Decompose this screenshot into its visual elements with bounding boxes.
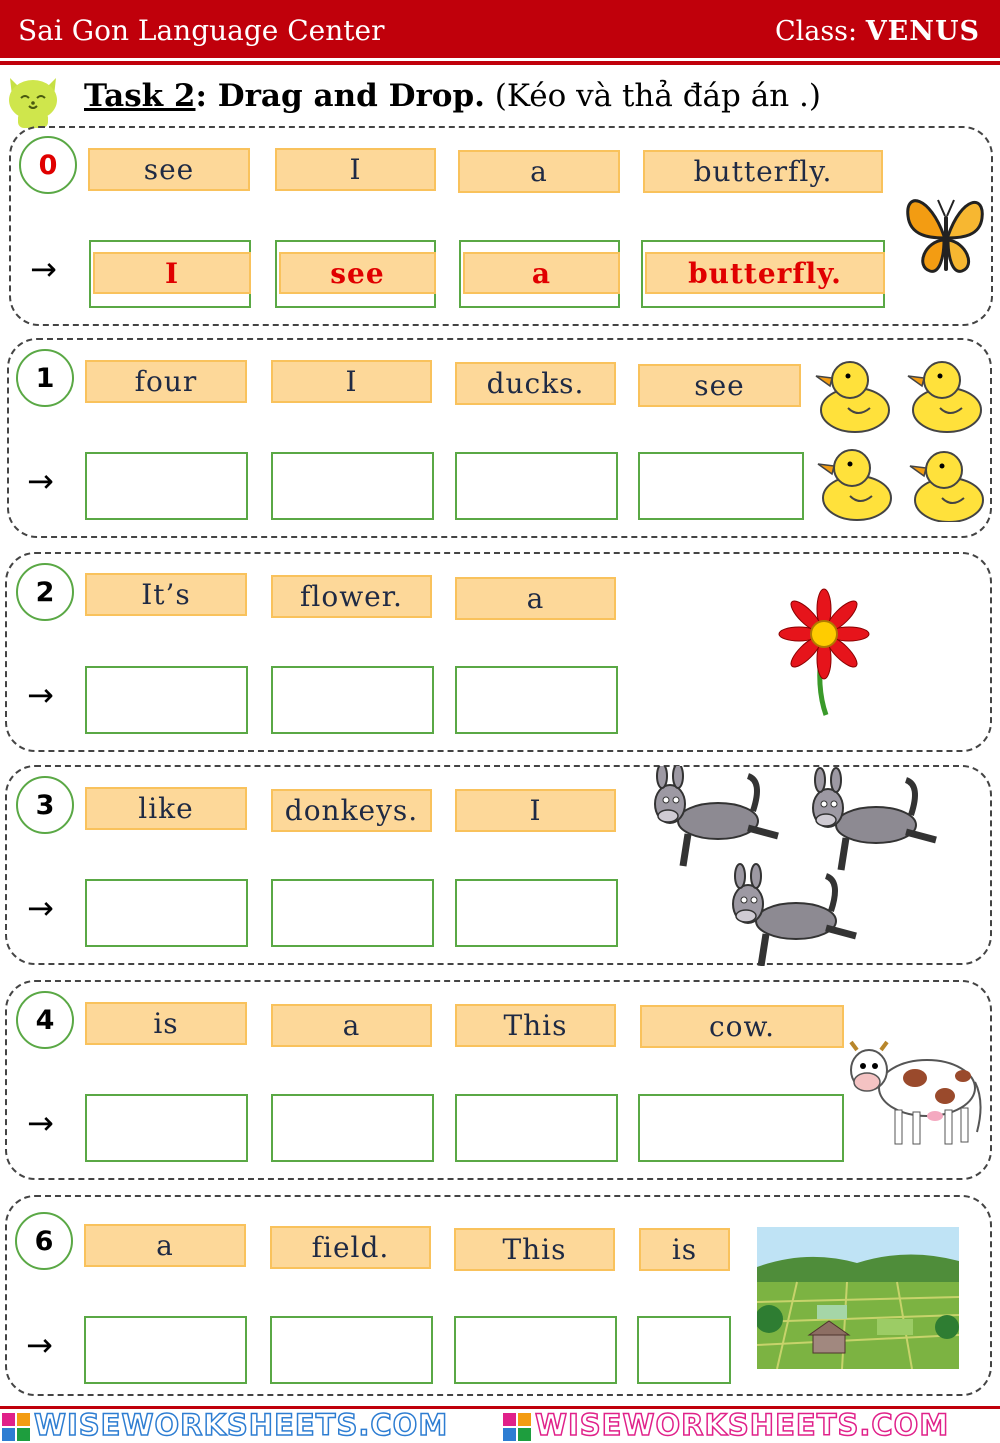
section-number: 0 <box>19 136 77 194</box>
answer-slot[interactable] <box>459 240 620 308</box>
arrow-icon: → <box>30 250 57 288</box>
word-tile[interactable]: a <box>84 1224 246 1267</box>
word-tile[interactable]: I <box>455 789 616 832</box>
answer-slot[interactable] <box>84 1316 247 1384</box>
answer-slot[interactable] <box>275 240 436 308</box>
word-tile[interactable]: see <box>638 364 801 407</box>
butterfly-picture <box>900 186 990 286</box>
answer-slot[interactable] <box>455 1094 618 1162</box>
word-tile[interactable]: butterfly. <box>643 150 883 193</box>
word-tile[interactable]: is <box>85 1002 247 1045</box>
answer-slot[interactable] <box>271 1094 434 1162</box>
class-prefix: Class: <box>774 16 866 47</box>
header-divider <box>0 61 1000 65</box>
center-name: Sai Gon Language Center <box>18 14 385 47</box>
answer-slot[interactable] <box>638 452 804 520</box>
answer-slot[interactable] <box>85 452 248 520</box>
answer-slot[interactable] <box>271 879 434 947</box>
arrow-icon: → <box>27 676 54 714</box>
answer-slot[interactable] <box>638 1094 844 1162</box>
word-tile[interactable]: a <box>458 150 620 193</box>
section-number: 6 <box>15 1212 73 1270</box>
section-number: 3 <box>16 776 74 834</box>
answer-slot[interactable] <box>271 666 434 734</box>
watermark <box>2 1408 448 1442</box>
arrow-icon: → <box>27 462 54 500</box>
answer-slot[interactable] <box>85 879 248 947</box>
ducks-picture <box>810 352 990 522</box>
word-tile[interactable]: like <box>85 787 247 830</box>
watermark <box>503 1408 949 1442</box>
word-tile[interactable]: donkeys. <box>271 789 432 832</box>
answer-tile[interactable]: a <box>463 252 620 294</box>
word-tile[interactable]: a <box>455 577 616 620</box>
flower-picture <box>764 586 884 718</box>
cow-picture <box>845 1036 985 1151</box>
header-bar <box>0 0 1000 58</box>
watermark-text: WISEWORKSHEETS.COM <box>535 1408 950 1442</box>
arrow-icon: → <box>26 1326 53 1364</box>
worksheets-logo-icon <box>2 1413 30 1441</box>
answer-slot[interactable] <box>89 240 251 308</box>
word-tile[interactable]: I <box>271 360 432 403</box>
answer-slot[interactable] <box>271 452 434 520</box>
word-tile[interactable]: four <box>85 360 247 403</box>
word-tile[interactable]: field. <box>270 1226 431 1269</box>
word-tile[interactable]: I <box>275 148 436 191</box>
answer-slot[interactable] <box>637 1316 731 1384</box>
answer-tile[interactable]: I <box>93 252 251 294</box>
task-instruction: (Kéo và thả đáp án .) <box>484 78 821 114</box>
donkeys-picture <box>648 766 958 966</box>
answer-slot[interactable] <box>455 879 618 947</box>
word-tile[interactable]: This <box>454 1228 615 1271</box>
worksheets-logo-icon <box>503 1413 531 1441</box>
watermark-text: WISEWORKSHEETS.COM <box>34 1408 449 1442</box>
class-name: VENUS <box>865 16 980 47</box>
answer-tile[interactable]: butterfly. <box>645 252 885 294</box>
word-tile[interactable]: flower. <box>271 575 432 618</box>
answer-tile[interactable]: see <box>279 252 436 294</box>
answer-slot[interactable] <box>85 1094 248 1162</box>
word-tile[interactable]: see <box>88 148 250 191</box>
class-label <box>775 16 980 47</box>
arrow-icon: → <box>27 1104 54 1142</box>
word-tile[interactable]: cow. <box>640 1005 844 1048</box>
answer-slot[interactable] <box>270 1316 433 1384</box>
word-tile[interactable]: This <box>455 1004 616 1047</box>
field-picture <box>757 1227 959 1369</box>
word-tile[interactable]: is <box>639 1228 730 1271</box>
task-heading: : Drag and Drop. <box>195 78 485 114</box>
answer-slot[interactable] <box>454 1316 617 1384</box>
task-number: Task 2 <box>84 78 196 114</box>
answer-slot[interactable] <box>455 666 618 734</box>
section-number: 1 <box>16 349 74 407</box>
answer-slot[interactable] <box>641 240 885 308</box>
cat-mascot-icon <box>4 70 62 128</box>
arrow-icon: → <box>27 889 54 927</box>
answer-slot[interactable] <box>85 666 248 734</box>
word-tile[interactable]: It’s <box>85 573 247 616</box>
word-tile[interactable]: ducks. <box>455 362 616 405</box>
task-title <box>84 78 821 114</box>
section-number: 2 <box>16 563 74 621</box>
word-tile[interactable]: a <box>271 1004 432 1047</box>
section-number: 4 <box>16 991 74 1049</box>
answer-slot[interactable] <box>455 452 618 520</box>
